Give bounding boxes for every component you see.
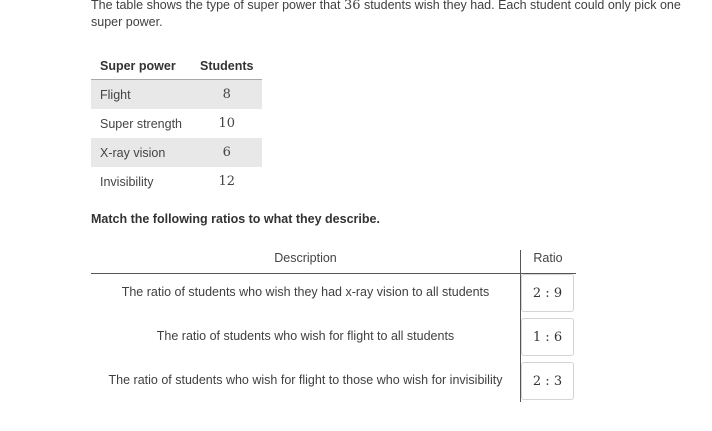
match-description: The ratio of students who wish they had x-ray vision to all students: [121, 285, 490, 299]
student-count-cell: 8: [191, 80, 262, 110]
intro-text-end: students wish they had. Each student could only pick one super power.: [91, 0, 681, 29]
power-name: Flight: [91, 80, 191, 110]
ratio-tile[interactable]: 2 : 9: [521, 274, 574, 312]
header-super-power: Super power: [91, 52, 191, 80]
table-row: [91, 80, 262, 110]
ratio-header: Ratio: [533, 251, 563, 265]
power-name: X-ray vision: [91, 138, 191, 167]
ratio-tile[interactable]: 1 : 6: [521, 318, 574, 356]
instruction-text: Match the following ratios to what they describe.: [91, 212, 380, 226]
table-header-row: [91, 52, 262, 80]
student-count-cell: 12: [218, 174, 236, 189]
table-row: [91, 167, 262, 196]
intro-text-start: The table shows the type of super power that: [91, 0, 344, 12]
table-row: [91, 109, 262, 138]
student-count-cell: 10: [218, 116, 236, 131]
description-header: Description: [274, 251, 337, 265]
ratio-tile[interactable]: 2 : 3: [521, 362, 574, 400]
power-name: Super strength: [100, 116, 182, 131]
student-count-cell: 6: [191, 138, 262, 167]
match-description: The ratio of students who wish for flight to those who wish for invisibility: [108, 373, 503, 387]
student-count: 36: [343, 0, 361, 13]
matching-table: [91, 250, 576, 402]
super-power-table: [91, 52, 262, 196]
problem-intro: [91, 0, 696, 31]
header-students: Students: [191, 52, 262, 80]
table-row: [91, 138, 262, 167]
match-description: The ratio of students who wish for flight to all students: [156, 329, 455, 343]
power-name: Invisibility: [100, 174, 154, 189]
header-divider: [91, 273, 576, 274]
